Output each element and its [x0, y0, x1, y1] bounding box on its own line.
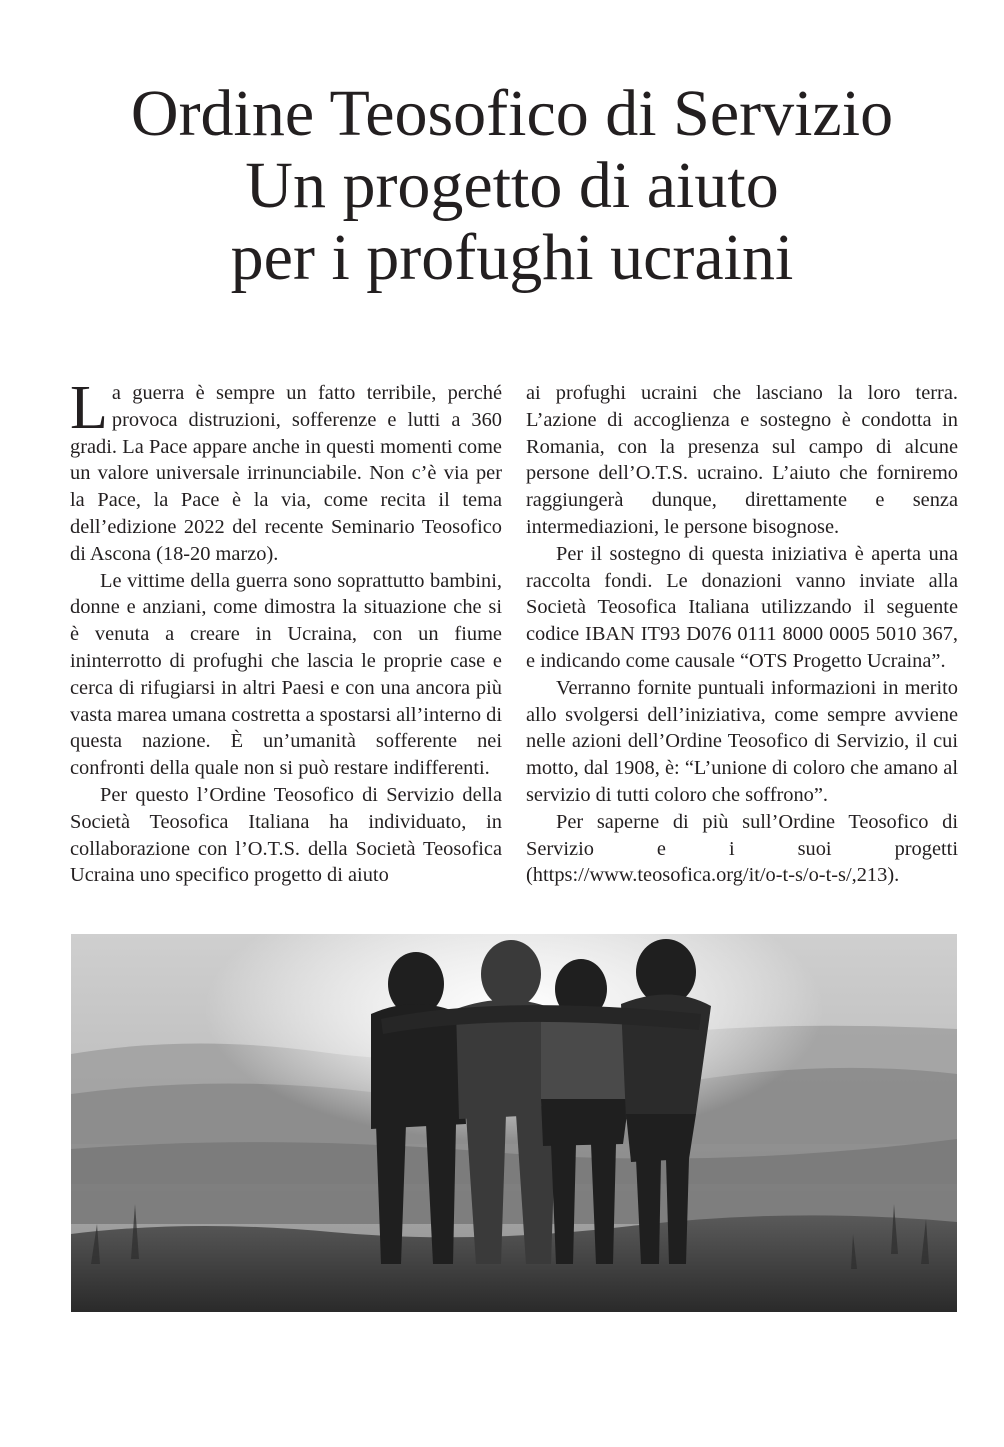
paragraph-5: Per il sostegno di questa iniziativa è aperta una raccolta fondi. Le donazioni vanno inviate alla Società Teosofica Italiana utilizzando il seguente codice IBAN IT93 D076 0111 8000 0005 5010 367, e indicando come causale “OTS Progetto Ucraina”. [526, 542, 958, 672]
article-title [60, 78, 964, 294]
paragraph-2: Le vittime della guerra sono soprattutto bambini, donne e anziani, come dimostra la situazione che si è venuta a creare in Ucraina, con un fiume ininterrotto di profughi che lascia le proprie case e cerca di rifugiarsi in altri Paesi e con una ancora più vasta marea umana costretta a spostarsi all’interno di questa nazione. È un’umanità sofferente nei confronti della quale non si può restare indifferenti. [70, 569, 503, 780]
photo-friends-embracing [71, 934, 957, 1312]
title-line-1: Ordine Teosofico di Servizio [130, 77, 894, 150]
drop-cap: L [70, 374, 108, 442]
paragraph-3: Per questo l’Ordine Teosofico di Servizio della Società Teosofica Italiana ha individuato, in collaborazione con l’O.T.S. della Società Teosofica Ucraina uno specifico progetto di aiuto [70, 783, 502, 887]
paragraph-1 [70, 374, 502, 568]
paragraph-6: Verranno fornite puntuali informazioni in merito allo svolgersi dell’iniziativa, come sempre avviene nelle azioni dell’Ordine Teosofico di Servizio, il cui motto, dal 1908, è: “L’unione di coloro che amano al servizio di tutti coloro che soffrono”. [526, 676, 958, 806]
paragraph-4: ai profughi ucraini che lasciano la loro terra. L’azione di accoglienza e sostegno è condotta in Romania, con la presenza sul campo di alcune persone dell’O.T.S. ucraino. L’aiuto che forniremo raggiungerà dunque, direttamente e senza intermediazioni, le persone bisognose. [526, 382, 958, 538]
paragraph-7: Per saperne di più sull’Ordine Teosofico di Servizio e i suoi progetti (https://www.teosofica.org/it/o-t-s/o-t-s/,213). [526, 810, 958, 887]
title-line-2: Un progetto di aiuto [245, 149, 779, 222]
article-column-left [70, 374, 503, 889]
paragraph-1-text: a guerra è sempre un fatto terribile, perché provoca distruzioni, sofferenze e lutti a 360 gradi. La Pace appare anche in questi momenti come un valore universale irrinunciabile. Non c’è via per la Pace, la Pace è la via, come recita il tema dell’edizione 2022 del recente Seminario Teosofico di Ascona (18-20 marzo). [70, 382, 502, 565]
article-column-right [526, 380, 958, 889]
article-photo [71, 934, 957, 1312]
title-line-3: per i profughi ucraini [230, 221, 794, 294]
